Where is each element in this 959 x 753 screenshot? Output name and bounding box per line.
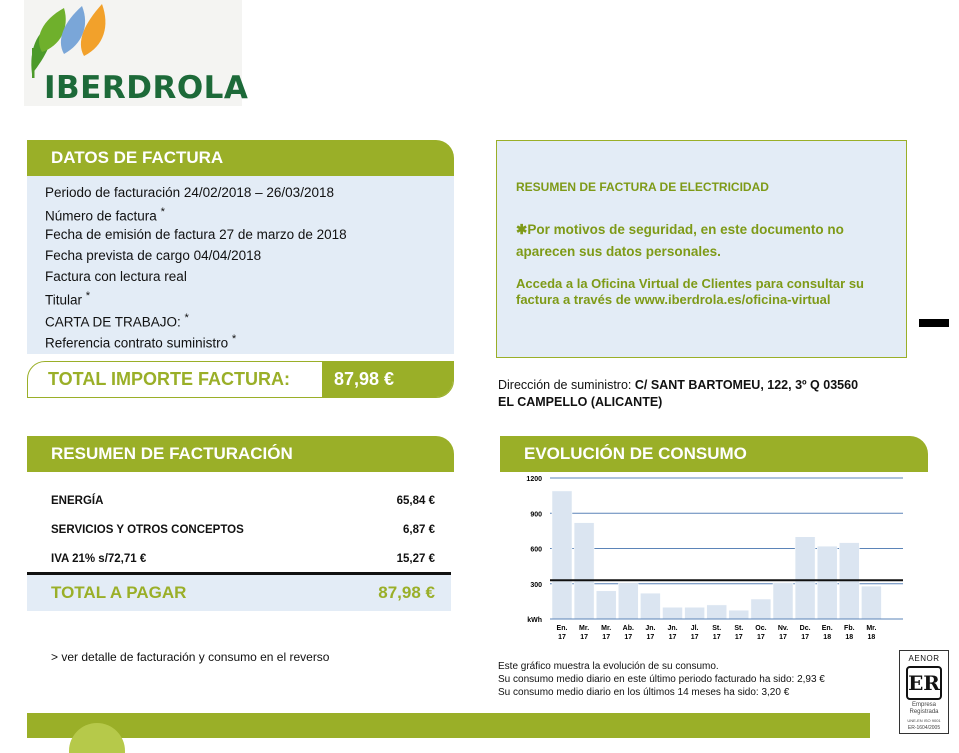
y-tick-label: 1200	[526, 476, 542, 483]
bar	[574, 523, 594, 619]
oficina-virtual-note: Acceda a la Oficina Virtual de Clientes para consultar su factura a través de www.iberdrola.es/oficina-virtual	[516, 276, 864, 307]
numero-factura	[45, 206, 165, 224]
x-tick-label-month: Nv.	[777, 625, 789, 632]
x-tick-label-month: Fb.	[844, 625, 855, 632]
bar	[751, 599, 771, 619]
x-tick-label-year: 17	[668, 634, 677, 641]
x-tick-label-month: En.	[556, 625, 568, 632]
total-importe-value: 87,98 €	[322, 362, 454, 398]
x-tick-label-month: Jl.	[690, 625, 699, 632]
consumo-chart	[498, 472, 908, 644]
x-tick-label-month: Jn.	[645, 625, 656, 632]
chart-note-3: Su consumo medio diario en los últimos 14 meses ha sido: 3,20 €	[498, 687, 790, 698]
x-tick-label-year: 18	[845, 634, 854, 641]
black-mark	[919, 319, 949, 327]
x-tick-label-year: 17	[646, 634, 655, 641]
bar	[685, 607, 705, 619]
fecha-emision: Fecha de emisión de factura 27 de marzo de 2018	[45, 227, 347, 242]
bar	[773, 583, 793, 619]
x-tick-label-month: Mr.	[601, 625, 612, 632]
resumen-factura-box	[496, 140, 907, 358]
total-pagar-label: TOTAL A PAGAR	[51, 583, 187, 602]
direccion-line2: EL CAMPELLO (ALICANTE)	[498, 395, 663, 409]
x-tick-label-year: 18	[867, 634, 876, 641]
bar	[618, 584, 638, 619]
carta-trabajo-asterisk: *	[184, 312, 189, 324]
aenor-line2: Registrada	[909, 709, 939, 715]
aenor-certification-badge	[899, 650, 949, 734]
resumen-facturacion-header: RESUMEN DE FACTURACIÓN	[27, 436, 454, 472]
x-tick-label-month: Mr.	[579, 625, 590, 632]
fact-row-servicios	[51, 524, 435, 536]
x-tick-label-month: Mr.	[866, 625, 877, 632]
x-tick-label-month: St.	[734, 625, 744, 632]
fact-row-label: ENERGÍA	[51, 495, 104, 507]
chart-notes	[498, 660, 825, 699]
logo-text: IBERDROLA	[44, 70, 249, 106]
carta-trabajo-label: CARTA DE TRABAJO:	[45, 314, 185, 330]
fact-row-value: 15,27 €	[396, 553, 435, 565]
x-tick-label-year: 17	[779, 634, 787, 641]
bar	[552, 491, 572, 619]
datos-factura-header: DATOS DE FACTURA	[27, 140, 454, 176]
total-importe-box	[27, 361, 454, 398]
bar	[663, 607, 683, 619]
total-importe-label: TOTAL IMPORTE FACTURA:	[48, 369, 290, 389]
bottom-leaf-icon	[69, 723, 125, 753]
bar	[596, 591, 616, 619]
fact-row-value: 6,87 €	[403, 524, 435, 536]
bar	[729, 610, 749, 619]
titular-label: Titular	[45, 292, 86, 308]
x-tick-label-year: 17	[801, 634, 809, 641]
datos-factura-panel	[27, 176, 454, 354]
aenor-title: AENOR	[908, 654, 940, 663]
x-tick-label-year: 17	[734, 634, 743, 641]
bar	[707, 605, 727, 619]
resumen-title: RESUMEN DE FACTURA DE ELECTRICIDAD	[516, 180, 769, 194]
security-note	[516, 219, 896, 263]
fact-row-value: 65,84 €	[396, 495, 435, 507]
x-tick-label-year: 17	[757, 634, 765, 641]
fact-row-label: IVA 21% s/72,71 €	[51, 553, 147, 565]
bar	[640, 593, 660, 619]
aenor-code: ER-1604/2005	[907, 725, 941, 731]
referencia-contrato	[45, 333, 236, 351]
logo-drops-icon	[24, 0, 242, 80]
referencia-contrato-label: Referencia contrato suministro	[45, 335, 232, 351]
y-tick-label: 600	[530, 546, 542, 554]
periodo-facturacion: Periodo de facturación 24/02/2018 – 26/03/2018	[45, 185, 334, 200]
x-tick-label-month: Dc.	[799, 625, 811, 632]
total-pagar-value: 87,98 €	[378, 583, 435, 602]
x-tick-label-month: Oc.	[755, 625, 767, 632]
x-tick-label-year: 17	[624, 634, 633, 641]
x-tick-label-year: 17	[580, 634, 588, 641]
bottom-green-bar	[27, 713, 870, 738]
direccion-label: Dirección de suministro:	[498, 378, 635, 392]
fact-row-label: SERVICIOS Y OTROS CONCEPTOS	[51, 524, 244, 536]
carta-trabajo	[45, 312, 189, 330]
referencia-contrato-asterisk: *	[231, 333, 237, 345]
chart-note-1: Este gráfico muestra la evolución de su consumo.	[498, 661, 719, 672]
aenor-line1: Empresa	[911, 702, 936, 708]
bar	[817, 546, 837, 619]
evolucion-consumo-header: EVOLUCIÓN DE CONSUMO	[500, 436, 928, 472]
fact-row-energia	[51, 495, 435, 507]
security-asterisk-icon: ✱	[516, 222, 528, 237]
security-note-text: Por motivos de seguridad, en este documento no aparecen sus datos personales.	[516, 222, 844, 259]
x-tick-label-year: 17	[712, 634, 721, 641]
aenor-er-mark: ER	[906, 666, 942, 700]
iberdrola-logo	[24, 0, 249, 106]
numero-factura-asterisk: *	[160, 206, 165, 218]
x-tick-label-month: St.	[712, 625, 722, 632]
x-tick-label-month: Jn.	[667, 625, 678, 632]
x-tick-label-year: 17	[602, 634, 611, 641]
y-tick-label: 300	[530, 581, 542, 589]
aenor-line3: UNE-EN ISO 9001	[907, 718, 941, 723]
x-tick-label-year: 17	[558, 634, 566, 641]
x-tick-label-month: En.	[821, 625, 833, 632]
total-pagar-box	[27, 575, 451, 611]
y-axis-label: kWh	[527, 617, 542, 624]
x-tick-label-year: 18	[823, 634, 832, 641]
chart-note-2: Su consumo medio diario en este último periodo facturado ha sido: 2,93 €	[498, 674, 825, 685]
numero-factura-label: Número de factura	[45, 208, 161, 224]
titular	[45, 290, 90, 308]
x-tick-label-month: Ab.	[622, 625, 634, 632]
direccion-line1: C/ SANT BARTOMEU, 122, 3º Q 03560	[634, 378, 859, 392]
fact-row-iva	[51, 553, 435, 565]
bar	[861, 586, 881, 619]
titular-asterisk: *	[85, 290, 91, 302]
fecha-cargo: Fecha prevista de cargo 04/04/2018	[45, 248, 262, 263]
direccion-suministro	[498, 377, 858, 411]
x-tick-label-year: 17	[690, 634, 699, 641]
ver-detalle-link[interactable]: > ver detalle de facturación y consumo en el reverso	[51, 650, 330, 664]
lectura-real: Factura con lectura real	[45, 269, 187, 284]
bar	[795, 537, 815, 619]
y-tick-label: 900	[530, 511, 542, 519]
